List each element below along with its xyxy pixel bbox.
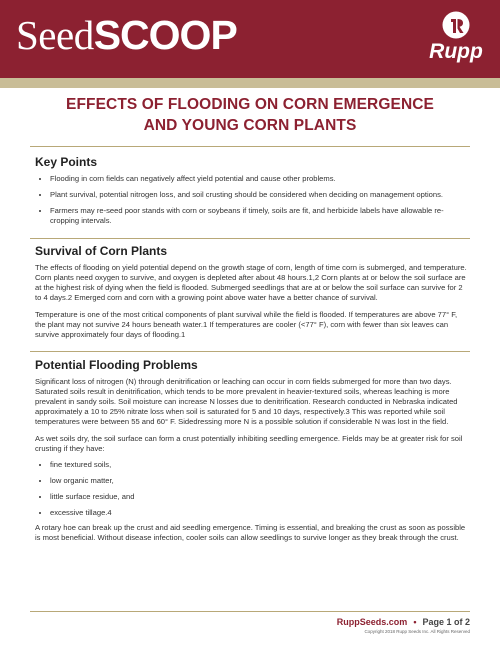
flooding-paragraph-2: As wet soils dry, the soil surface can form a crust potentially inhibiting seedling emergence. Fields may be at greater risk for soil crusting if they have: <box>35 434 463 453</box>
key-points-list <box>35 174 467 226</box>
page-title <box>30 94 470 136</box>
copyright-notice: Copyright 2018 Rupp Seeds Inc. All Rights Reserved <box>364 629 470 634</box>
footer-separator: • <box>413 617 417 627</box>
brand-scoop: SCOOP <box>93 12 237 58</box>
title-divider <box>30 146 470 147</box>
masthead <box>0 0 500 78</box>
footer <box>337 616 470 628</box>
survival-section <box>35 243 467 340</box>
brand-seed: Seed <box>16 12 94 58</box>
title-line-2: AND YOUNG CORN PLANTS <box>143 117 357 134</box>
flooding-heading: Potential Flooding Problems <box>35 358 198 372</box>
key-points-section <box>35 154 467 232</box>
page-number: Page 1 of 2 <box>422 617 470 627</box>
rupp-emblem-icon <box>441 10 471 40</box>
key-points-heading: Key Points <box>35 155 98 169</box>
list-item: • low organic matter, <box>50 476 467 486</box>
header-stripe <box>0 78 500 88</box>
survival-paragraph-2: Temperature is one of the most critical components of plant survival while the field is flooded. If temperatures are above 77° F, the plant may not survive 24 hours beneath water.1 If temperatures are cooler (<77° F), corn with fewer than six leaves can survive approximately four days of flooding.1 <box>35 310 458 339</box>
rupp-logo <box>426 10 486 68</box>
section-divider <box>30 238 470 239</box>
list-item: • excessive tillage.4 <box>50 508 467 518</box>
list-item: • fine textured soils, <box>50 460 467 470</box>
crusting-risk-list <box>35 460 467 518</box>
website-link[interactable]: RuppSeeds.com <box>336 617 408 627</box>
list-item: • little surface residue, and <box>50 492 467 502</box>
list-item: • Farmers may re-seed poor stands with corn or soybeans if timely, soils are fit, and herbicide labels have allowable re-cropping intervals. <box>50 206 467 226</box>
flooding-paragraph-1: Significant loss of nitrogen (N) through denitrification or leaching can occur in corn fields submerged for more than two days. Saturated soils result in denitrification, which tends to be more prevalent in heavier-textured soils, whereas leaching is more prevalent in sandy soils. Soil moisture can increase N losses due to denitrification. Research conducted in Nebraska indicated approximately a 10 to 25% nitrate loss when soil is saturated for 5 and 10 days, respectively.3 This was reported while soil temperatures were between 55 and 60° F. Sidedressing more N is a possible solution if considerable N was lost in the field. <box>35 377 458 426</box>
flooding-paragraph-3: A rotary hoe can break up the crust and aid seedling emergence. Timing is essential, and breaking the crust as soon as possible is most beneficial. Without disease infection, cooler soils can allow seedlings to survive longer as they break through the crust. <box>35 523 466 542</box>
list-item: • Flooding in corn fields can negatively affect yield potential and cause other problems. <box>50 174 467 184</box>
list-item: • Plant survival, potential nitrogen loss, and soil crusting should be considered when deciding on management options. <box>50 190 467 200</box>
title-line-1: EFFECTS OF FLOODING ON CORN EMERGENCE <box>66 96 434 113</box>
survival-heading: Survival of Corn Plants <box>35 244 168 258</box>
footer-divider <box>30 611 470 612</box>
flooding-section <box>35 357 467 543</box>
survival-paragraph-1: The effects of flooding on yield potential depend on the growth stage of corn, length of time corn is submerged, and temperature. Corn plants need oxygen to survive, and oxygen is depleted after about 48 hours.1,2 Corn plants at or below the soil surface are at the highest risk of dying when the field is flooded. Submerged seedlings that are at or below the soil surface can survive for 2 to 4 days.2 Emerged corn and corn with a growing point above water have a better chance of survival. <box>35 263 467 302</box>
seedscoop-logo <box>16 10 237 60</box>
section-divider <box>30 351 470 352</box>
rupp-wordmark: Rupp <box>429 40 483 63</box>
